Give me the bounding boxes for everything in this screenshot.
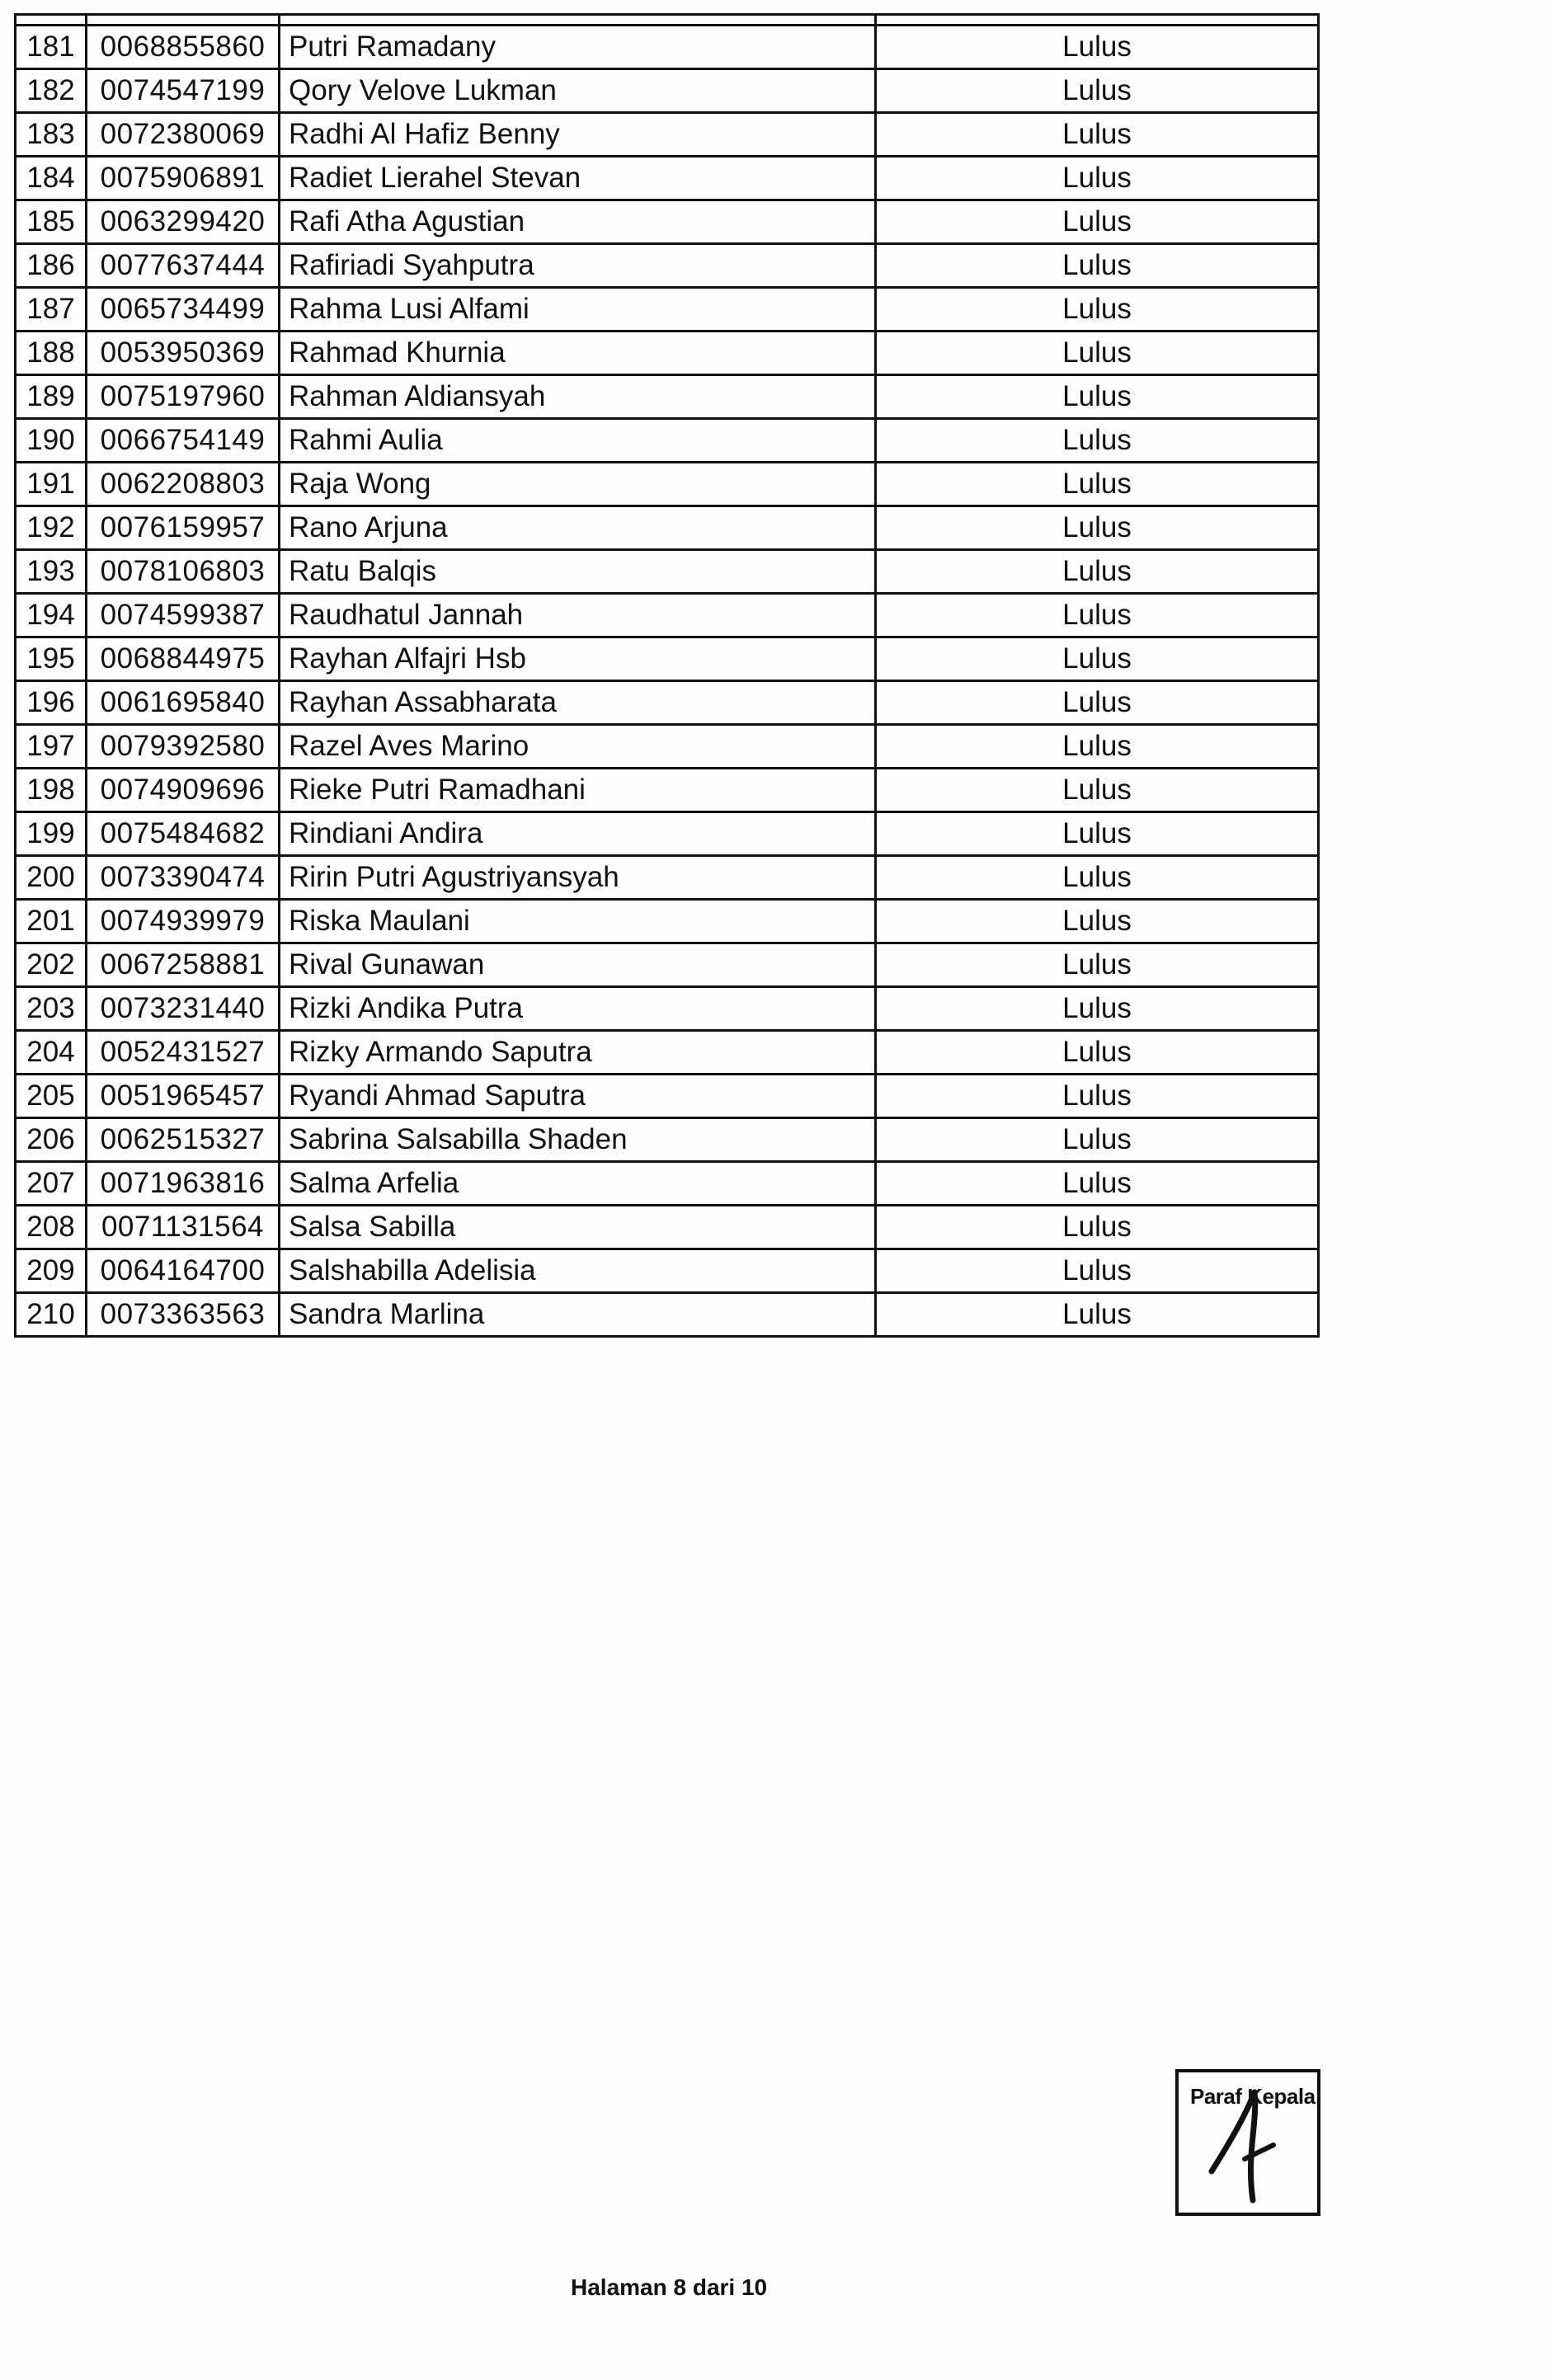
nisn-cell: 0073231440 [87, 987, 280, 1031]
row-number: 199 [16, 812, 87, 856]
student-name-cell: Ririn Putri Agustriyansyah [280, 856, 876, 900]
student-name-cell: Rayhan Assabharata [280, 681, 876, 725]
table-row [16, 113, 1319, 157]
nisn-cell: 0068855860 [87, 26, 280, 69]
row-number: 194 [16, 594, 87, 637]
table-row [16, 987, 1319, 1031]
nisn-cell: 0053950369 [87, 332, 280, 375]
table-row [16, 900, 1319, 943]
nisn-cell: 0074909696 [87, 769, 280, 812]
nisn-cell: 0062515327 [87, 1118, 280, 1162]
nisn-cell: 0066754149 [87, 419, 280, 463]
student-name-cell: Putri Ramadany [280, 26, 876, 69]
table-row [16, 288, 1319, 332]
table-row [16, 419, 1319, 463]
nisn-cell: 0073363563 [87, 1293, 280, 1337]
status-cell: Lulus [876, 1293, 1319, 1337]
status-cell: Lulus [876, 69, 1319, 113]
table-row [16, 769, 1319, 812]
student-name-cell: Raudhatul Jannah [280, 594, 876, 637]
student-name-cell: Riska Maulani [280, 900, 876, 943]
table-row [16, 594, 1319, 637]
student-name-cell: Rayhan Alfajri Hsb [280, 637, 876, 681]
row-number: 185 [16, 200, 87, 244]
row-number: 195 [16, 637, 87, 681]
row-number: 205 [16, 1075, 87, 1118]
nisn-cell: 0052431527 [87, 1031, 280, 1075]
nisn-cell: 0078106803 [87, 550, 280, 594]
table-row [16, 812, 1319, 856]
student-name-cell: Ryandi Ahmad Saputra [280, 1075, 876, 1118]
row-number: 193 [16, 550, 87, 594]
row-number: 209 [16, 1249, 87, 1293]
student-name-cell: Radiet Lierahel Stevan [280, 157, 876, 200]
nisn-cell: 0077637444 [87, 244, 280, 288]
table-row [16, 26, 1319, 69]
nisn-cell: 0068844975 [87, 637, 280, 681]
table-row [16, 1293, 1319, 1337]
row-number: 181 [16, 26, 87, 69]
row-number: 187 [16, 288, 87, 332]
status-cell: Lulus [876, 725, 1319, 769]
status-cell: Lulus [876, 200, 1319, 244]
student-name-cell: Radhi Al Hafiz Benny [280, 113, 876, 157]
table-row [16, 157, 1319, 200]
status-cell: Lulus [876, 375, 1319, 419]
status-cell: Lulus [876, 900, 1319, 943]
table-row [16, 681, 1319, 725]
row-number: 210 [16, 1293, 87, 1337]
signature-icon [1195, 2081, 1286, 2204]
student-name-cell: Salsa Sabilla [280, 1206, 876, 1249]
nisn-cell: 0051965457 [87, 1075, 280, 1118]
table-row [16, 1031, 1319, 1075]
student-name-cell: Rahmi Aulia [280, 419, 876, 463]
nisn-cell: 0075906891 [87, 157, 280, 200]
table-row [16, 1075, 1319, 1118]
table-row [16, 375, 1319, 419]
table-row [16, 856, 1319, 900]
status-cell: Lulus [876, 1206, 1319, 1249]
paraf-kepala-box [1175, 2069, 1320, 2216]
nisn-cell: 0074599387 [87, 594, 280, 637]
status-cell: Lulus [876, 987, 1319, 1031]
student-name-cell: Rizki Andika Putra [280, 987, 876, 1031]
status-cell: Lulus [876, 637, 1319, 681]
status-cell: Lulus [876, 1075, 1319, 1118]
row-number: 189 [16, 375, 87, 419]
student-name-cell: Ratu Balqis [280, 550, 876, 594]
row-number: 202 [16, 943, 87, 987]
row-number: 184 [16, 157, 87, 200]
student-name-cell: Rival Gunawan [280, 943, 876, 987]
row-number: 192 [16, 506, 87, 550]
row-number: 197 [16, 725, 87, 769]
status-cell: Lulus [876, 244, 1319, 288]
nisn-cell: 0072380069 [87, 113, 280, 157]
nisn-cell: 0067258881 [87, 943, 280, 987]
row-number: 203 [16, 987, 87, 1031]
status-cell: Lulus [876, 550, 1319, 594]
student-name-cell: Rahman Aldiansyah [280, 375, 876, 419]
row-number: 207 [16, 1162, 87, 1206]
table-row [16, 506, 1319, 550]
status-cell: Lulus [876, 1118, 1319, 1162]
table-row [16, 1206, 1319, 1249]
status-cell: Lulus [876, 856, 1319, 900]
row-number: 182 [16, 69, 87, 113]
nisn-cell: 0071963816 [87, 1162, 280, 1206]
nisn-cell: 0063299420 [87, 200, 280, 244]
table-row [16, 332, 1319, 375]
nisn-cell: 0075484682 [87, 812, 280, 856]
nisn-cell: 0075197960 [87, 375, 280, 419]
nisn-cell: 0065734499 [87, 288, 280, 332]
table-row [16, 69, 1319, 113]
row-number: 208 [16, 1206, 87, 1249]
student-name-cell: Salma Arfelia [280, 1162, 876, 1206]
table-header-strip [16, 15, 1319, 26]
status-cell: Lulus [876, 1031, 1319, 1075]
row-number: 201 [16, 900, 87, 943]
table-row [16, 637, 1319, 681]
student-name-cell: Rahma Lusi Alfami [280, 288, 876, 332]
status-cell: Lulus [876, 463, 1319, 506]
table-row [16, 463, 1319, 506]
row-number: 198 [16, 769, 87, 812]
table-row [16, 943, 1319, 987]
table-row [16, 725, 1319, 769]
student-name-cell: Qory Velove Lukman [280, 69, 876, 113]
row-number: 200 [16, 856, 87, 900]
table-row [16, 550, 1319, 594]
row-number: 190 [16, 419, 87, 463]
page-number: Halaman 8 dari 10 [571, 2274, 768, 2300]
row-number: 191 [16, 463, 87, 506]
student-name-cell: Rizky Armando Saputra [280, 1031, 876, 1075]
table-row [16, 1249, 1319, 1293]
nisn-cell: 0074939979 [87, 900, 280, 943]
table-row [16, 1118, 1319, 1162]
nisn-cell: 0061695840 [87, 681, 280, 725]
status-cell: Lulus [876, 594, 1319, 637]
nisn-cell: 0071131564 [87, 1206, 280, 1249]
status-cell: Lulus [876, 769, 1319, 812]
row-number: 188 [16, 332, 87, 375]
status-cell: Lulus [876, 26, 1319, 69]
nisn-cell: 0079392580 [87, 725, 280, 769]
table-row [16, 1162, 1319, 1206]
row-number: 206 [16, 1118, 87, 1162]
status-cell: Lulus [876, 1162, 1319, 1206]
nisn-cell: 0073390474 [87, 856, 280, 900]
nisn-cell: 0064164700 [87, 1249, 280, 1293]
student-name-cell: Rafi Atha Agustian [280, 200, 876, 244]
student-name-cell: Sandra Marlina [280, 1293, 876, 1337]
status-cell: Lulus [876, 943, 1319, 987]
nisn-cell: 0062208803 [87, 463, 280, 506]
row-number: 186 [16, 244, 87, 288]
student-name-cell: Rahmad Khurnia [280, 332, 876, 375]
student-name-cell: Rano Arjuna [280, 506, 876, 550]
student-name-cell: Raja Wong [280, 463, 876, 506]
status-cell: Lulus [876, 419, 1319, 463]
status-cell: Lulus [876, 332, 1319, 375]
nisn-cell: 0074547199 [87, 69, 280, 113]
paraf-label: Paraf Kepala [1190, 2084, 1316, 2109]
nisn-cell: 0076159957 [87, 506, 280, 550]
status-cell: Lulus [876, 812, 1319, 856]
student-name-cell: Rieke Putri Ramadhani [280, 769, 876, 812]
status-cell: Lulus [876, 506, 1319, 550]
table-row [16, 244, 1319, 288]
status-cell: Lulus [876, 288, 1319, 332]
student-results-table [14, 13, 1320, 1338]
student-name-cell: Sabrina Salsabilla Shaden [280, 1118, 876, 1162]
student-name-cell: Salshabilla Adelisia [280, 1249, 876, 1293]
row-number: 196 [16, 681, 87, 725]
row-number: 204 [16, 1031, 87, 1075]
table-row [16, 200, 1319, 244]
student-name-cell: Razel Aves Marino [280, 725, 876, 769]
status-cell: Lulus [876, 1249, 1319, 1293]
student-name-cell: Rindiani Andira [280, 812, 876, 856]
status-cell: Lulus [876, 157, 1319, 200]
status-cell: Lulus [876, 681, 1319, 725]
student-name-cell: Rafiriadi Syahputra [280, 244, 876, 288]
status-cell: Lulus [876, 113, 1319, 157]
row-number: 183 [16, 113, 87, 157]
